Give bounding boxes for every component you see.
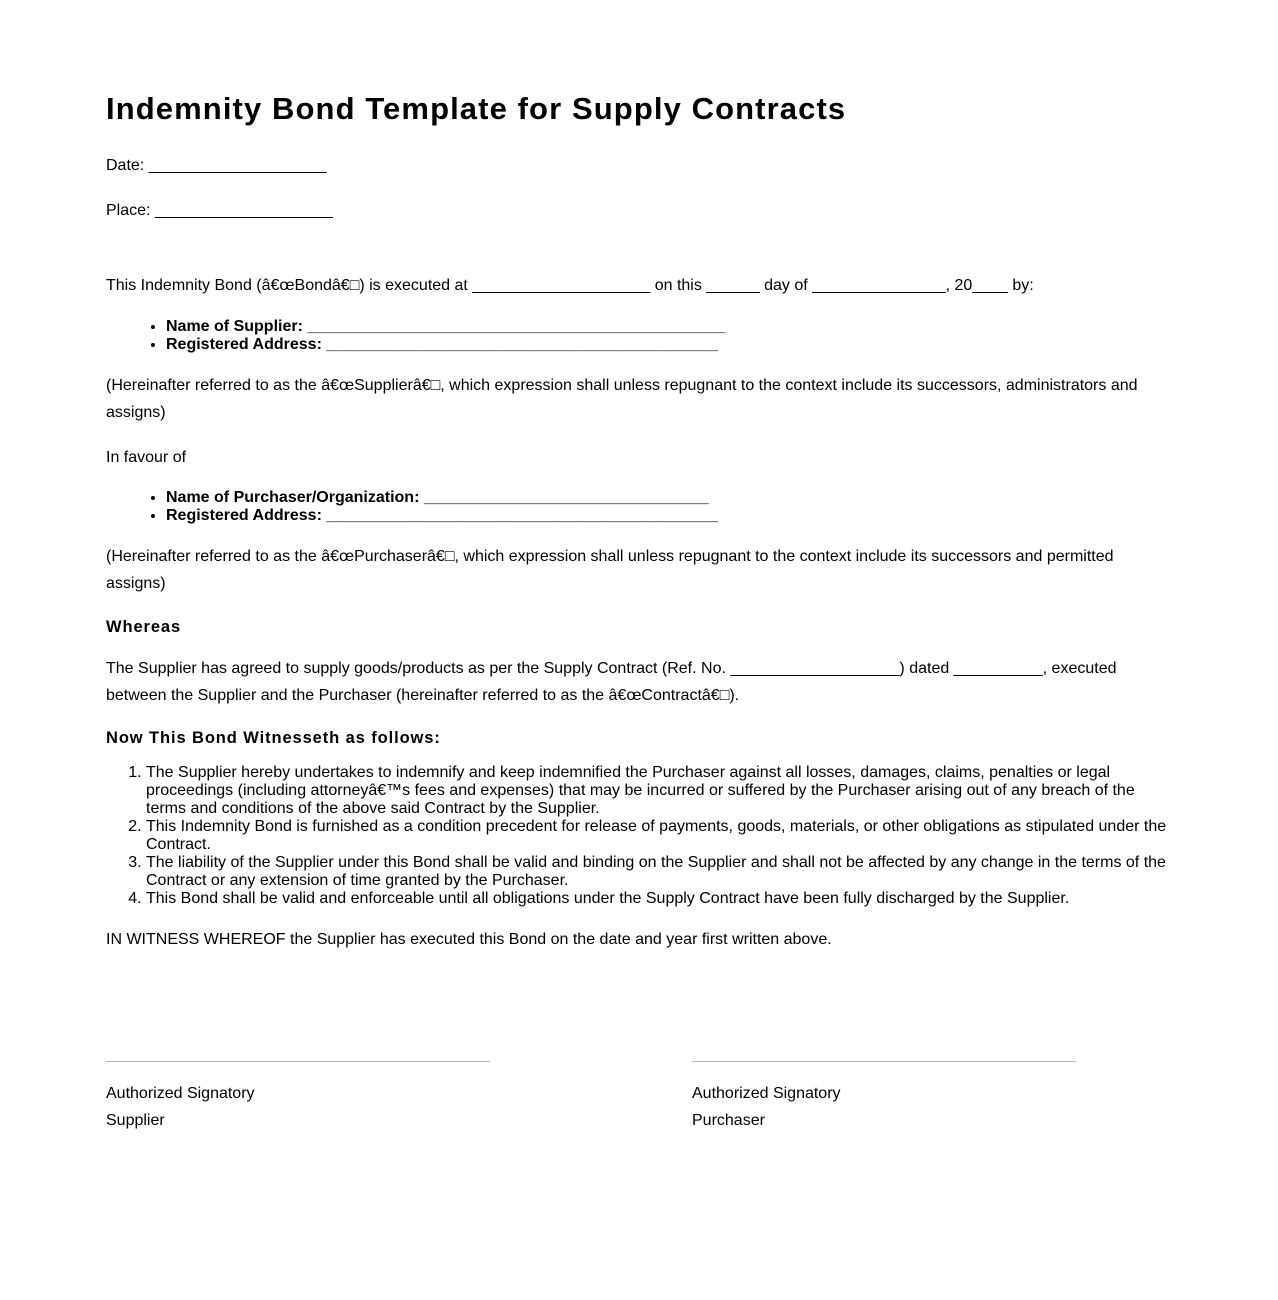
whereas-heading: Whereas bbox=[106, 618, 182, 636]
document-title: Indemnity Bond Template for Supply Contracts bbox=[106, 91, 847, 126]
purchaser-clause: (Hereinafter referred to as the â€œPurchaserâ€□, which expression shall unless repugnant to the context include its successors and permitted assigns) bbox=[106, 548, 1114, 592]
clause-item: 2. This Indemnity Bond is furnished as a condition precedent for release of payments, goods, materials, or other obligations as stipulated under the Contract. bbox=[146, 818, 1176, 854]
purchaser-fields-list bbox=[166, 489, 718, 525]
clause-item: 3. The liability of the Supplier under this Bond shall be valid and binding on the Supplier and shall not be affected by any change in the terms of the Contract or any extension of time granted by the Purchaser. bbox=[146, 854, 1176, 890]
supplier-party-label: Supplier bbox=[106, 1112, 165, 1129]
intro-paragraph: This Indemnity Bond (â€œBondâ€□) is executed at ____________________ on this ______ day of _______________, 20____ by: bbox=[106, 277, 1034, 294]
purchaser-signature-line bbox=[692, 1061, 1076, 1062]
purchaser-address-field: • Registered Address: ____________________________________________ bbox=[166, 507, 718, 525]
supplier-clause: (Hereinafter referred to as the â€œSupplierâ€□, which expression shall unless repugnant to the context include its successors, administrators and assigns) bbox=[106, 377, 1138, 421]
place-field: Place: ____________________ bbox=[106, 202, 333, 219]
supplier-fields-list bbox=[166, 318, 726, 354]
supplier-name-field: • Name of Supplier: _______________________________________________ bbox=[166, 318, 726, 336]
supplier-signature-line bbox=[106, 1061, 490, 1062]
supplier-signatory-label: Authorized Signatory bbox=[106, 1085, 255, 1102]
purchaser-name-field: • Name of Purchaser/Organization: ________________________________ bbox=[166, 489, 718, 507]
purchaser-party-label: Purchaser bbox=[692, 1112, 765, 1129]
purchaser-signatory-label: Authorized Signatory bbox=[692, 1085, 841, 1102]
clause-item: 4. This Bond shall be valid and enforceable until all obligations under the Supply Contract have been fully discharged by the Supplier. bbox=[146, 890, 1176, 908]
witnesseth-heading: Now This Bond Witnesseth as follows: bbox=[106, 729, 441, 747]
clauses-list bbox=[146, 764, 1176, 908]
whereas-paragraph: The Supplier has agreed to supply goods/products as per the Supply Contract (Ref. No. ___________________) dated __________, executed between the Supplier and the Purchaser (hereinafter referred to as the â€œContractâ€□). bbox=[106, 660, 1117, 704]
clause-item: 1. The Supplier hereby undertakes to indemnify and keep indemnified the Purchaser against all losses, damages, claims, penalties or legal proceedings (including attorneyâ€™s fees and expenses) that may be incurred or suffered by the Purchaser arising out of any breach of the terms and conditions of the above said Contract by the Supplier. bbox=[146, 764, 1176, 818]
in-favour-of: In favour of bbox=[106, 449, 187, 466]
witness-statement: IN WITNESS WHEREOF the Supplier has executed this Bond on the date and year first written above. bbox=[106, 931, 832, 948]
date-field: Date: ____________________ bbox=[106, 157, 327, 174]
supplier-address-field: • Registered Address: ____________________________________________ bbox=[166, 336, 726, 354]
